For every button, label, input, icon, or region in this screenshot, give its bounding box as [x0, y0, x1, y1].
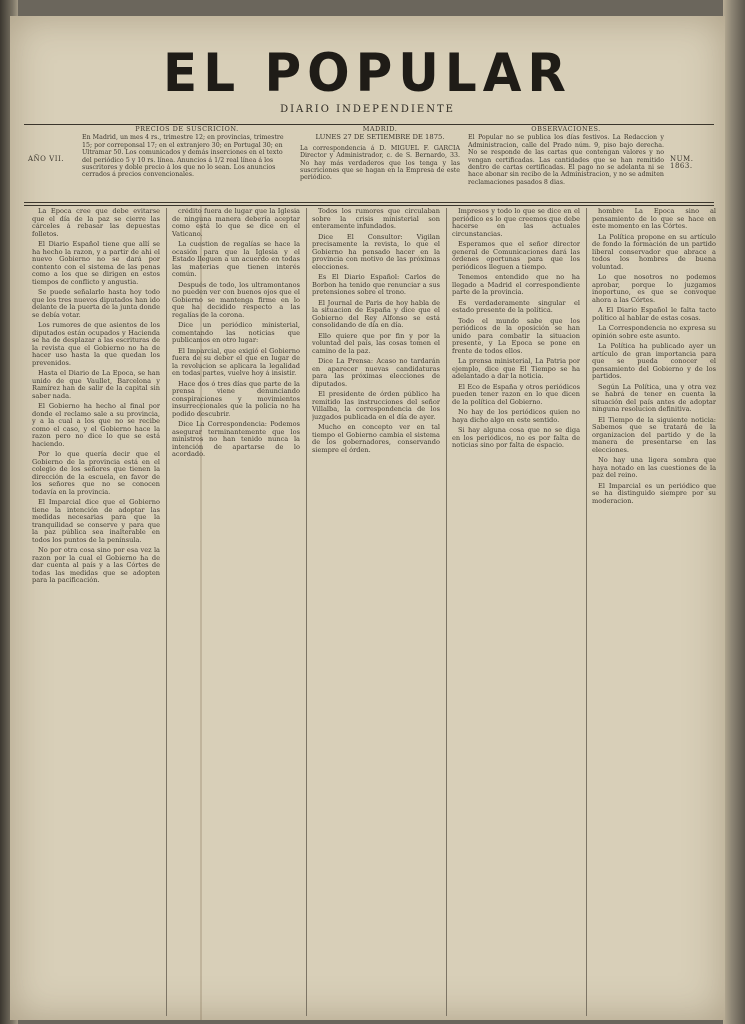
paragraph: El Imparcial es un periódico que se ha distinguido siempre por su moderacion. [592, 481, 716, 505]
paragraph: Hasta el Diario de La Epoca, se han unido de que Vaullet, Barcelona y Ramírez han de salir de la capital sin saber nada. [32, 369, 160, 400]
column-rule [166, 208, 167, 1016]
paragraph: El Journal de Paris de hoy habla de la situacion de España y dice que el Gobierno del Rey Alfonso se está consolidando de día en día. [312, 298, 440, 329]
column-rule [306, 208, 307, 1016]
paragraph: Los rumores de que asientos de los diputados están ocupados y Hacienda se ha de desplazar a las escrituras de la revista que el Gobierno no ha de hacer uso hasta la que quedan los prevenidos. [32, 321, 160, 367]
column-4 [452, 208, 580, 1016]
newspaper-page [10, 16, 725, 1020]
paragraph: Todos los rumores que circulaban sobre la crisis ministerial son enteramente infundados. [312, 208, 440, 230]
paragraph: Impresos y todo lo que se dice en el periódico es lo que creemos que debe hacerse en las actuales circunstancias. [452, 208, 580, 238]
issue-number: NUM. 1863. [670, 155, 694, 171]
paragraph: El Imparcial dice que el Gobierno tiene la intención de adoptar las medidas necesarias para que la tranquilidad se conserve y para que la paz pública sea inalterable en todos los puntos de la península. [32, 498, 160, 544]
paragraph: Hace dos ó tres días que parte de la prensa viene denunciando conspiraciones y movimientos insurreccionales que la policía no ha podido descubrir. [172, 379, 300, 418]
paragraph: El Imparcial, que exigió el Gobierno fuera de su deber el que en lugar de la revolucion se aplicara la legalidad en todas partes, vuelve hoy á insistir. [172, 346, 300, 377]
subscription-block [82, 126, 292, 200]
masthead [10, 44, 725, 115]
top-rule [24, 124, 714, 125]
year-label: AÑO VII. [28, 155, 64, 163]
paragraph: Dice La Correspondencia: Podemos asegurar terminantemente que los ministros no han tenido nunca la intención de apartarse de lo acordado. [172, 420, 300, 458]
observations-heading: OBSERVACIONES. [531, 126, 601, 133]
info-rule-double [24, 205, 714, 206]
date-block [300, 126, 460, 200]
direction-text: La correspondencia á D. MIGUEL F. GARCIA Director y Administrador, c. de S. Bernardo, 33. No hay más verdaderos que los tenga y las suscriciones que se hagan en la Empresa de este periódico. [300, 144, 460, 182]
page-edge [723, 0, 745, 1024]
paragraph: El Tiempo de la siguiente noticia: Sabemos que se tratará de la organizacion del partido y de la manera de presentarse en las elecciones. [592, 415, 716, 454]
column-1 [32, 208, 160, 1016]
paragraph: Se puede señalarlo hasta hoy todo que los tres nuevos diputados han ido delante de la puerta de la junta donde se debía votar. [32, 288, 160, 319]
paragraph: Es El Diario Español: Carlos de Borbon ha tenido que renunciar a sus pretensiones sobre el trono. [312, 273, 440, 296]
paragraph: La Política propone en su artículo de fondo la formación de un partido liberal conservador que abrace a todos los hombres de buena voluntad. [592, 232, 716, 271]
paragraph: Es verdaderamente singular el estado presente de la política. [452, 298, 580, 314]
paragraph: Según La Política, una y otra vez se habrá de tener en cuenta la situación del país antes de adoptar ninguna resolucion definitiva. [592, 382, 716, 413]
paragraph: La Epoca cree que debe evitarse que el día de la paz se cierre las cárceles á rebasar las depuestas folletos. [32, 208, 160, 238]
city-label: MADRID. [362, 126, 398, 133]
paragraph: Dice La Prensa: Acaso no tardarán en aparecer nuevas candidaturas para las próximas elecciones de diputados. [312, 357, 440, 388]
info-bar [24, 126, 714, 200]
paragraph: La cuestion de regalías se hace la ocasión para que la Iglesia y el Estado lleguen a un acuerdo en todas las materias que tienen interés común. [172, 240, 300, 278]
column-5 [592, 208, 716, 1016]
paragraph: El Diario Español tiene que allí se ha hecho la razon, y a partir de ahi el nuevo Gobierno no se dará por contento con el sistema de las penas como a los que se dirigen en estos tiempos de conflicto y angustia. [32, 240, 160, 286]
newspaper-title: EL POPULAR [163, 42, 572, 104]
observations-block [468, 126, 664, 200]
paragraph: No hay de los periódicos quien no haya dicho algo en este sentido. [452, 408, 580, 424]
paragraph: La prensa ministerial, La Patria por ejemplo, dice que El Tiempo se ha adelantado a dar la noticia. [452, 357, 580, 380]
column-rule [446, 208, 447, 1016]
paragraph: Todo el mundo sabe que los periódicos de la oposición se han unido para combatir la situacion presente, y La Epoca se pone en frente de todos ellos. [452, 316, 580, 355]
paragraph: No por otra cosa sino por esa vez la razon por la cual el Gobierno ha de dar cuenta al país y a las Córtes de todas las medidas que se adopten para la pacificación. [32, 546, 160, 584]
paragraph: El Gobierno ha hecho al final por donde el reclamo sale a su provincia, y a la cual a los que no se recibe como el caso, y el Gobierno hace la razon pero no dice lo que se está haciendo. [32, 402, 160, 448]
subscription-heading: PRECIOS DE SUSCRICION. [135, 126, 239, 133]
paragraph: Esperamos que el señor director general de Comunicaciones dará las órdenes oportunas para que los periódicos lleguen a tiempo. [452, 240, 580, 271]
paragraph: hombre La Epoca sino al pensamiento de lo que se hace en este momento en las Córtes. [592, 208, 716, 230]
paragraph: El presidente de órden público ha remitido las instrucciones del señor Villalba, la correspondencia de los juzgados publicada en el día de ayer. [312, 390, 440, 421]
observations-text: El Popular no se publica los días festivos. La Redaccion y Administracion, calle del Prado núm. 9, piso bajo derecha. No se responde de las cartas que contengan valores y no vengan certificadas. Las cantidades que se han remitido dentro de cartas certificadas. El pago no se adelanta ni se hace abonar sin recibo de la Administracion, y no se admiten reclamaciones pasados 8 dias. [468, 134, 664, 186]
paragraph: El Eco de España y otros periódicos pueden tener razon en lo que dicen de la política del Gobierno. [452, 382, 580, 406]
paragraph: Por lo que quería decir que el Gobierno de la provincia está en el colegio de los señores que tienen la dirección de la escuela, en favor de los señores que no se conocen todavía en la provincia. [32, 450, 160, 496]
paragraph: No hay una ligera sombra que haya notado en las cuestiones de la paz del reino. [592, 456, 716, 479]
column-3 [312, 208, 440, 1016]
paragraph: A El Diario Español le falta tacto político al hablar de estas cosas. [592, 306, 716, 322]
paragraph: La Correspondencia no expresa su opinión sobre este asunto. [592, 324, 716, 340]
subscription-text: En Madrid, un mes 4 rs., trimestre 12; en provincias, trimestre 15; por correponsal 17; en el extranjero 30; en Portugal 30; en Ultramar 50. Los comunicados y demás inserciones en el texto del periódico 5 y 10 rs. línea. Anuncios á 1/2 real línea á los suscritores y doble precio á los que no lo sean. Los anuncios cerrados á precios convencionales. [82, 134, 284, 179]
paragraph: Mucho en concepto ver en tal tiempo el Gobierno cambia el sistema de los gobernadores, conservando siempre el órden. [312, 423, 440, 454]
newspaper-subtitle: DIARIO INDEPENDIENTE [280, 104, 455, 115]
paragraph: Después de todo, los ultramontanos no pueden ver con buenos ojos que el Gobierno se mantenga firme en lo que ha decidido respecto a las regalías de la corona. [172, 280, 300, 319]
paragraph: Dice un periódico ministerial, comentando las noticias que publicamos en otro lugar: [172, 321, 300, 344]
info-rule [24, 202, 714, 203]
column-2 [172, 208, 300, 1016]
article-columns [32, 208, 716, 1016]
paragraph: Lo que nosotros no podemos aprobar, porque lo juzgamos inoportuno, es que se convoque ahora a las Córtes. [592, 273, 716, 304]
paragraph: La Política ha publicado ayer un artículo de gran importancia para que se pueda conocer el pensamiento del Gobierno y de los partidos. [592, 342, 716, 380]
paragraph: Ello quiere que por fin y por la voluntad del país, las cosas tomen el camino de la paz. [312, 331, 440, 355]
paragraph: Si hay alguna cosa que no se diga en los periódicos, no es por falta de noticias sino por falta de espacio. [452, 426, 580, 449]
issue-date: LUNES 27 DE SETIEMBRE DE 1875. [315, 133, 445, 142]
paragraph: Tenemos entendido que no ha llegado a Madrid el correspondiente parte de la provincia. [452, 273, 580, 296]
paragraph: crédito fuera de lugar que la Iglesia de ninguna manera debería aceptar como está lo que se dice en el Vaticano. [172, 208, 300, 238]
paragraph: Dice El Consultor: Vigilan precisamente la revista, lo que el Gobierno ha pensado hacer en la provincia con motivo de las próximas elecciones. [312, 232, 440, 271]
column-rule [586, 208, 587, 1016]
